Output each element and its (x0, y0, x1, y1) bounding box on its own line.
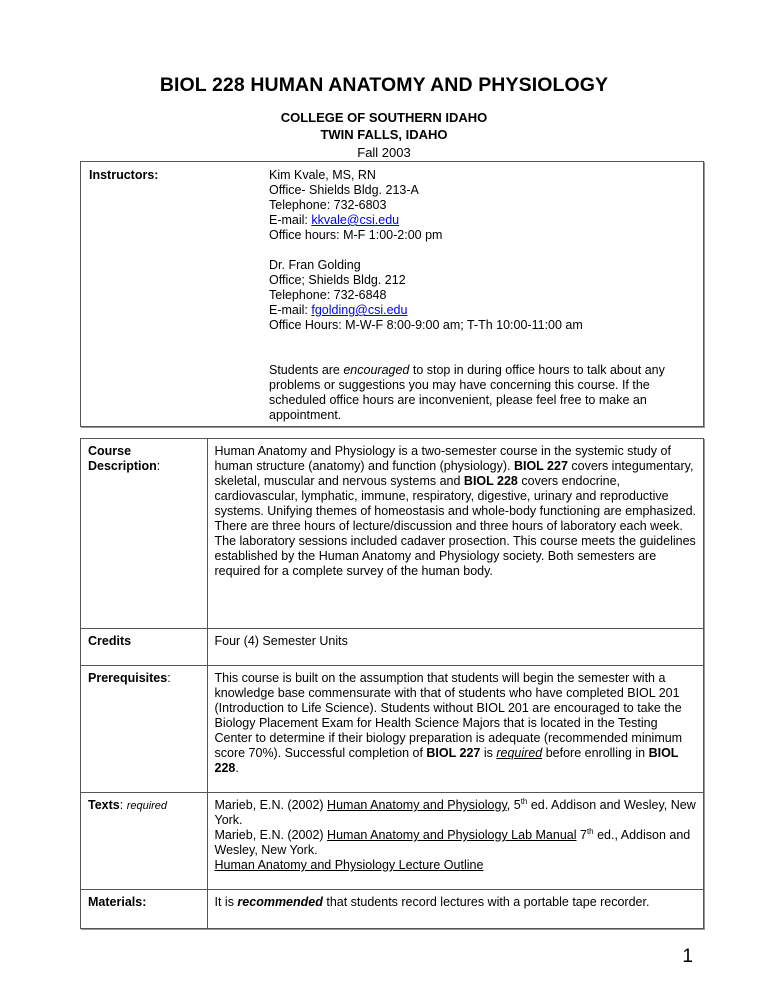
prereq-span: This course is built on the assumption that students will begin the semester with a knowledge base commensurate with that of students who have completed BIOL 201 (Introduction to Life Science). Students without BIOL 201 are encouraged to take the Biology Placement Exam for Health Science Majors that is located in the Testing Center to determine if their biology preparation is adequate (recommended minimum score 70%). Successful completion of (214, 671, 683, 760)
prereq-span: before enrolling in (542, 746, 649, 760)
credits-value: Four (4) Semester Units (207, 629, 704, 666)
instructor-2 (269, 258, 694, 333)
instructor-1-telephone: Telephone: 732-6803 (269, 198, 387, 212)
instructor-2-telephone: Telephone: 732-6848 (269, 288, 387, 302)
prerequisites-label (81, 666, 208, 793)
book-edition: 7 (576, 828, 587, 842)
book-edition-sup: th (586, 826, 594, 836)
email-prefix: E-mail: (269, 303, 312, 317)
label-note: required (126, 800, 168, 812)
book-edition: , 5 (506, 798, 521, 812)
desc-span: Human Anatomy and Physiology is a two-semester course in the systemic study of human structure (anatomy) and function (physiology). (214, 444, 671, 473)
note-text: Students are (269, 363, 344, 377)
desc-span: covers endocrine, cardiovascular, lymphatic, immune, respiratory, digestive, urinary and reproductive systems. Unifying themes of homeostasis and whole-body functioning are emphasized. There are three hours of lecture/discussion and three hours of laboratory each week. The laboratory sessions included cadaver prosection. This course meets the guidelines established by the Human Anatomy and Physiology society. Both semesters are required for a complete survey of the human body. (214, 474, 697, 578)
label-text: Materials: (88, 895, 147, 909)
description-label (81, 439, 208, 629)
label-colon: : (156, 459, 161, 473)
book-publisher: ed. Addison and Wesley, New York. (214, 798, 696, 827)
college-location: TWIN FALLS, IDAHO (320, 127, 448, 142)
credits-label (81, 629, 208, 666)
book-title: Human Anatomy and Physiology Lab Manual (327, 828, 577, 842)
instructor-1-name: Kim Kvale, MS, RN (269, 168, 376, 182)
materials-label (81, 890, 208, 929)
instructor-2-email-line (269, 303, 694, 318)
instructor-2-office: Office; Shields Bldg. 212 (269, 273, 406, 287)
book-author: Marieb, E.N. (2002) (214, 828, 328, 842)
instructors-box (80, 161, 704, 427)
table-row (81, 890, 704, 929)
note-emphasis: encouraged (343, 363, 410, 377)
table-row (81, 629, 704, 666)
instructor-1-email-link[interactable]: kkvale@csi.edu (311, 213, 400, 227)
book-edition-sup: th (520, 796, 528, 806)
college-name: COLLEGE OF SOUTHERN IDAHO (280, 110, 488, 125)
desc-span: covers integumentary, skeletal, muscular and nervous systems and (214, 459, 694, 488)
prereq-span: is (480, 746, 497, 760)
book-title: Human Anatomy and Physiology Lecture Outline (214, 858, 484, 872)
office-hours-note (269, 363, 694, 423)
recommended-emphasis: recommended (237, 895, 323, 909)
book-author: Marieb, E.N. (2002) (214, 798, 328, 812)
instructor-1-office: Office- Shields Bldg. 213-A (269, 183, 419, 197)
course-info-table (80, 438, 704, 929)
book-title: Human Anatomy and Physiology (327, 798, 507, 812)
label-colon: : (119, 798, 127, 812)
instructor-2-email-link[interactable]: fgolding@csi.edu (311, 303, 408, 317)
instructor-2-name: Dr. Fran Golding (269, 258, 361, 272)
table-row (81, 439, 704, 629)
course-code: BIOL 228 (463, 474, 518, 488)
course-code: BIOL 227 (426, 746, 481, 760)
instructor-1-email-line (269, 213, 694, 228)
term: Fall 2003 (357, 145, 411, 160)
book-publisher: ed., Addison and Wesley, New York. (214, 828, 691, 857)
prereq-span: . (235, 761, 239, 775)
label-text: Prerequisites (88, 671, 168, 685)
email-prefix: E-mail: (269, 213, 312, 227)
label-text: Description (88, 459, 157, 473)
instructor-1-hours: Office hours: M-F 1:00-2:00 pm (269, 228, 443, 242)
page-number: 1 (682, 946, 693, 967)
materials-text (207, 890, 704, 929)
label-text: Credits (88, 634, 132, 648)
document-title: BIOL 228 HUMAN ANATOMY AND PHYSIOLOGY (159, 74, 609, 96)
description-text (207, 439, 704, 629)
materials-span: It is (214, 895, 238, 909)
instructor-1 (269, 168, 694, 243)
required-emphasis: required (496, 746, 543, 760)
course-code: BIOL 228 (214, 746, 679, 775)
label-text: Course (88, 444, 132, 458)
table-row (81, 793, 704, 890)
instructor-2-hours: Office Hours: M-W-F 8:00-9:00 am; T-Th 10:00-11:00 am (269, 318, 583, 332)
course-code: BIOL 227 (513, 459, 568, 473)
label-colon: : (167, 671, 171, 685)
instructors-label: Instructors: (89, 168, 159, 182)
texts-list (207, 793, 704, 890)
prerequisites-text (207, 666, 704, 793)
texts-label (81, 793, 208, 890)
table-row (81, 666, 704, 793)
label-text: Texts (88, 798, 120, 812)
materials-span: that students record lectures with a portable tape recorder. (322, 895, 650, 909)
note-text: to stop in during office hours to talk about any problems or suggestions you may have concerning this course. If the scheduled office hours are inconvenient, please feel free to make an appointment. (269, 363, 665, 422)
